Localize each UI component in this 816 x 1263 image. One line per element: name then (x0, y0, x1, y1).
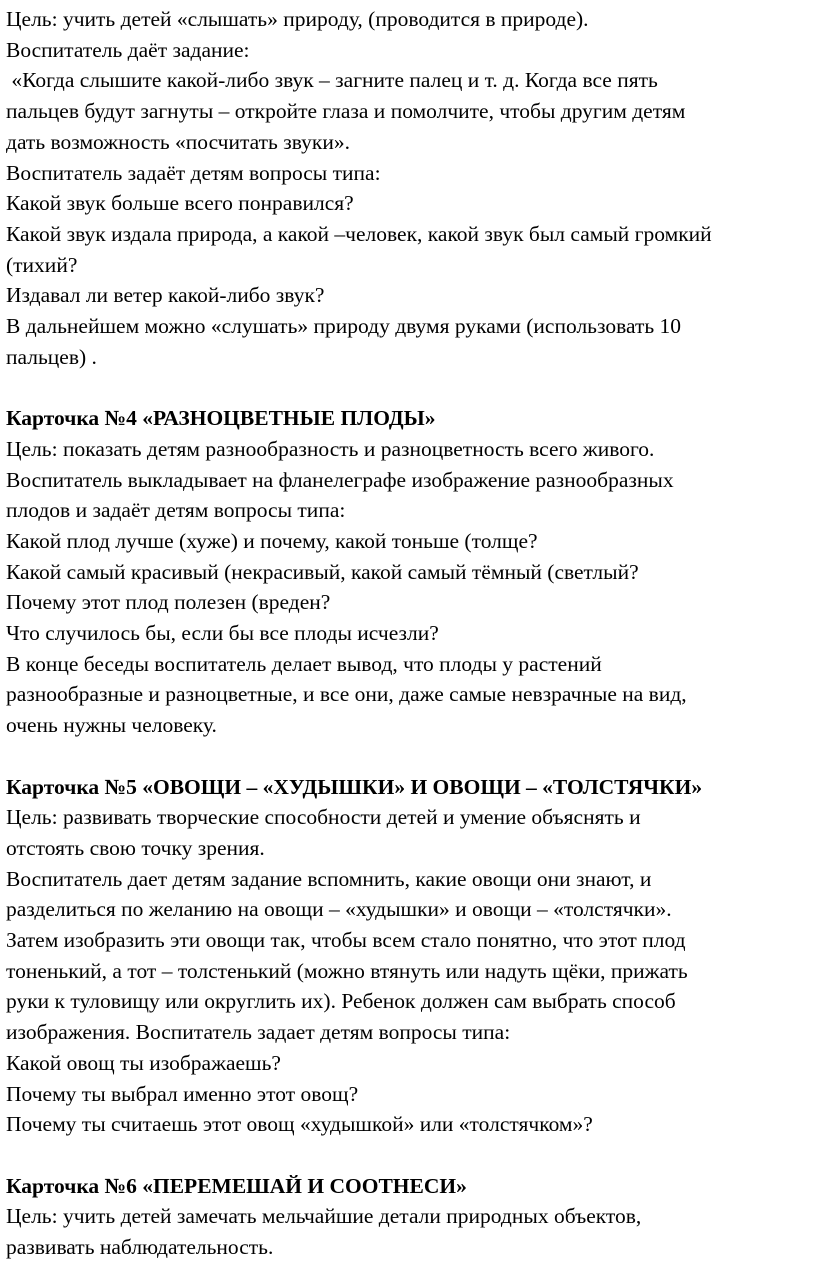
text-line: очень нужны человеку. (6, 713, 217, 738)
card-5-title: Карточка №5 «ОВОЩИ – «ХУДЫШКИ» И ОВОЩИ – «ТОЛСТЯЧКИ» (6, 774, 703, 799)
text-line: плодов и задаёт детям вопросы типа: (6, 498, 346, 523)
text-line: Какой овощ ты изображаешь? (6, 1050, 281, 1075)
text-line: Какой звук издала природа, а какой –человек, какой звук был самый громкий (6, 221, 712, 246)
text-line: разнообразные и разноцветные, и все они, даже самые невзрачные на вид, (6, 682, 687, 707)
section-card-6 (6, 1171, 810, 1263)
section-card-4 (6, 403, 810, 741)
text-line: Цель: показать детям разнообразность и разноцветность всего живого. (6, 436, 655, 461)
text-line: Почему ты выбрал именно этот овощ? (6, 1081, 359, 1106)
card-4-title: Карточка №4 «РАЗНОЦВЕТНЫЕ ПЛОДЫ» (6, 406, 436, 431)
blank-line (6, 372, 810, 403)
text-line: тоненький, а тот – толстенький (можно втянуть или надуть щёки, прижать (6, 958, 688, 983)
blank-line (6, 1140, 810, 1171)
text-line: Какой самый красивый (некрасивый, какой самый тёмный (светлый? (6, 559, 639, 584)
text-line: Почему ты считаешь этот овощ «худышкой» или «толстячком»? (6, 1112, 593, 1137)
text-line: Цель: учить детей замечать мельчайшие детали природных объектов, (6, 1204, 642, 1229)
text-line: изображения. Воспитатель задает детям вопросы типа: (6, 1020, 511, 1045)
text-line: Воспитатель дает детям задание вспомнить, какие овощи они знают, и (6, 866, 652, 891)
section-card-5 (6, 772, 810, 1140)
text-line: (тихий? (6, 252, 78, 277)
text-line: дать возможность «посчитать звуки». (6, 129, 350, 154)
blank-line (6, 741, 810, 772)
text-line: разделиться по желанию на овощи – «худышки» и овощи – «толстячки». (6, 897, 672, 922)
text-line: В конце беседы воспитатель делает вывод, что плоды у растений (6, 651, 602, 676)
text-line: отстоять свою точку зрения. (6, 835, 265, 860)
text-line: Воспитатель даёт задание: (6, 37, 250, 62)
text-line: Воспитатель задаёт детям вопросы типа: (6, 160, 381, 185)
text-line: Какой плод лучше (хуже) и почему, какой тоньше (толще? (6, 528, 538, 553)
text-line: Что случилось бы, если бы все плоды исчезли? (6, 621, 439, 646)
text-line: Какой звук больше всего понравился? (6, 191, 354, 216)
text-line: Цель: учить детей «слышать» природу, (проводится в природе). (6, 7, 589, 31)
text-line: пальцев будут загнуты – откройте глаза и помолчите, чтобы другим детям (6, 99, 686, 124)
text-line: «Когда слышите какой-либо звук – загните палец и т. д. Когда все пять (6, 68, 658, 93)
text-line: пальцев) . (6, 344, 97, 369)
card-6-title: Карточка №6 «ПЕРЕМЕШАЙ И СООТНЕСИ» (6, 1173, 467, 1198)
text-line: развивать наблюдательность. (6, 1235, 274, 1260)
text-line: Почему этот плод полезен (вреден? (6, 590, 331, 615)
text-line: В дальнейшем можно «слушать» природу двумя руками (использовать 10 (6, 314, 682, 339)
text-line: Издавал ли ветер какой-либо звук? (6, 283, 325, 308)
text-line: руки к туловищу или округлить их). Ребенок должен сам выбрать способ (6, 989, 676, 1014)
text-line: Цель: развивать творческие способности детей и умение объяснять и (6, 805, 641, 830)
text-line: Затем изобразить эти овощи так, чтобы всем стало понятно, что этот плод (6, 928, 686, 953)
text-line: Воспитатель выкладывает на фланелеграфе изображение разнообразных (6, 467, 674, 492)
section-intro (6, 4, 810, 372)
